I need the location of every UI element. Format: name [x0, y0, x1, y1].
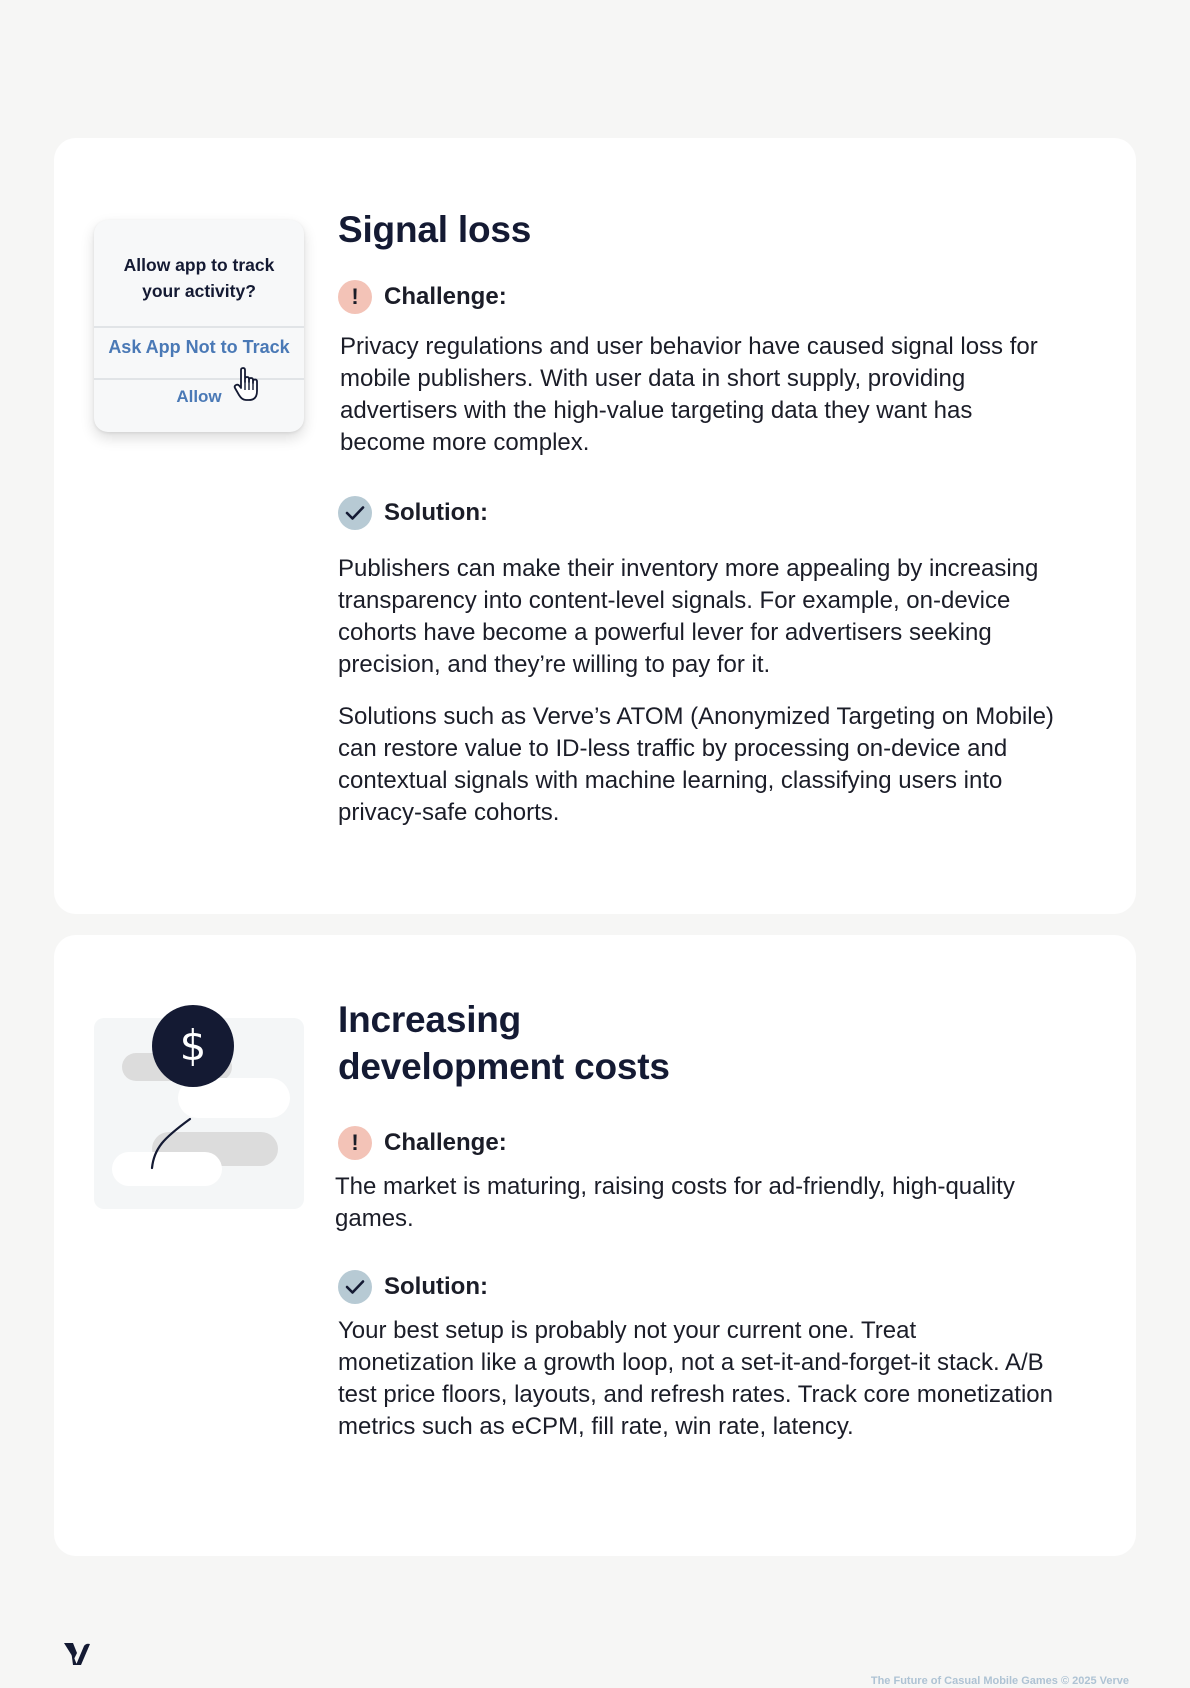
tracking-permission-dialog	[94, 220, 304, 432]
solution-paragraph: Solutions such as Verve’s ATOM (Anonymized Targeting on Mobile) can restore value to ID-less traffic by processing on-device and contextual signals with machine learning, classifying users into privacy-safe cohorts.	[338, 703, 1054, 826]
dialog-divider	[94, 378, 304, 380]
exclamation-icon: !	[338, 1126, 372, 1160]
hand-pointer-icon	[232, 367, 264, 403]
development-costs-content	[335, 996, 1056, 1443]
challenge-label: Challenge:	[384, 283, 507, 310]
cost-illustration	[94, 1018, 304, 1209]
dollar-sign: $	[179, 1021, 207, 1070]
dialog-divider	[94, 326, 304, 328]
verve-logo	[64, 1643, 90, 1665]
section-heading	[338, 996, 1056, 1090]
dollar-icon	[152, 1005, 234, 1087]
challenge-text: The market is maturing, raising costs for ad-friendly, high-quality games.	[335, 1173, 1015, 1232]
solution-label-row	[338, 493, 1056, 533]
dialog-title: Allow app to track your activity?	[123, 255, 275, 301]
challenge-label-row	[338, 1123, 1056, 1163]
section-heading: Signal loss	[338, 209, 532, 250]
checkmark-icon	[338, 1270, 372, 1304]
allow-button[interactable]: Allow	[176, 387, 222, 406]
solution-label-row	[338, 1267, 1056, 1307]
solution-label: Solution:	[384, 1273, 488, 1300]
heading-line-2: development costs	[338, 1046, 670, 1087]
heading-line-1: Increasing	[338, 999, 522, 1040]
challenge-text: Privacy regulations and user behavior have caused signal loss for mobile publishers. With user data in short supply, providing advertisers with the high-value targeting data they want has become more complex.	[340, 333, 1038, 456]
signal-loss-card	[54, 138, 1136, 914]
challenge-label-row	[338, 277, 1056, 317]
development-costs-card	[54, 935, 1136, 1556]
ask-not-to-track-button[interactable]: Ask App Not to Track	[108, 337, 290, 357]
checkmark-icon	[338, 496, 372, 530]
exclamation-icon: !	[338, 280, 372, 314]
challenge-label: Challenge:	[384, 1129, 507, 1156]
footer-text: The Future of Casual Mobile Games © 2025 Verve	[870, 1675, 1129, 1687]
solution-text: Your best setup is probably not your current one. Treat monetization like a growth loop, not a set-it-and-forget-it stack. A/B test price floors, layouts, and refresh rates. Track core monetization metrics such as eCPM, fill rate, win rate, latency.	[338, 1317, 1053, 1440]
solution-paragraph: Publishers can make their inventory more appealing by increasing transparency into content-level signals. For example, on-device cohorts have become a powerful lever for advertisers seeking precision, and they’re willing to pay for it.	[338, 555, 1039, 678]
solution-label: Solution:	[384, 499, 488, 526]
signal-loss-content	[338, 206, 1056, 829]
